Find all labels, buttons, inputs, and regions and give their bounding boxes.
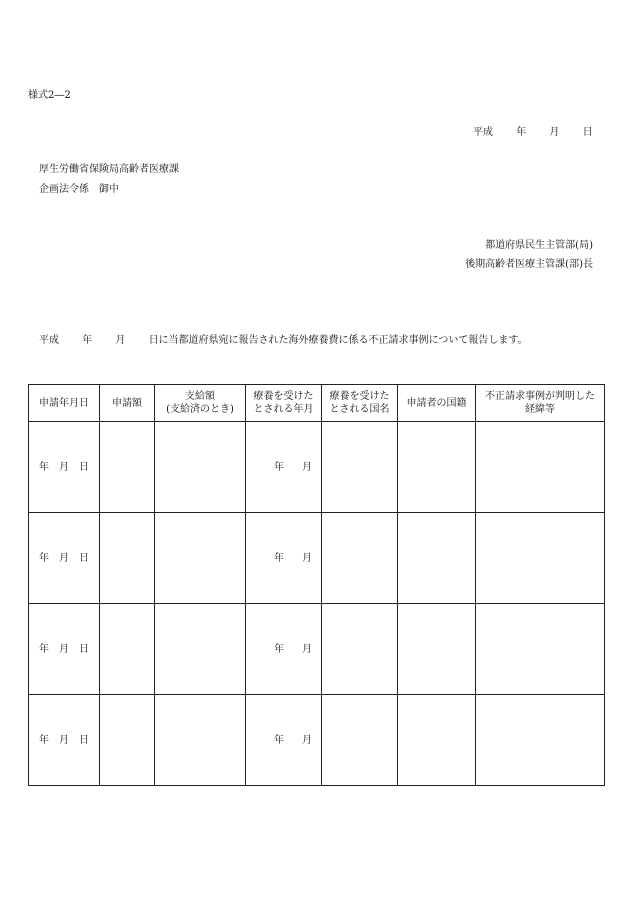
column-header: [322, 385, 398, 422]
addressee-line2: 企画法令係 御中: [39, 184, 119, 195]
table-row: [29, 422, 605, 513]
date-year: 年: [516, 127, 527, 138]
table-cell[interactable]: [322, 604, 398, 695]
table-cell[interactable]: [322, 422, 398, 513]
addressee-line1: 厚生労働省保険局高齢者医療課: [39, 164, 179, 175]
table-cell[interactable]: [246, 422, 322, 513]
body-text: [39, 331, 528, 346]
table-header-row: [29, 385, 605, 422]
date-unit: 年: [39, 552, 49, 564]
column-header: [155, 385, 246, 422]
table-cell[interactable]: [398, 422, 476, 513]
table-cell[interactable]: [476, 422, 605, 513]
table-cell[interactable]: [29, 422, 100, 513]
month-unit: 月: [302, 734, 312, 746]
table-cell[interactable]: [398, 604, 476, 695]
date-day: 日: [582, 127, 593, 138]
form-number: 様式2―2: [28, 90, 71, 101]
header-line: 申請者の国籍: [406, 397, 467, 409]
date-month: 月: [549, 127, 560, 138]
date-unit: 年: [39, 461, 49, 473]
table-cell[interactable]: [155, 604, 246, 695]
header-line: とされる国名: [329, 404, 390, 415]
table-cell[interactable]: [29, 604, 100, 695]
body-era: 平成: [39, 335, 59, 346]
month-unit: 月: [302, 552, 312, 564]
date-unit: 月: [59, 552, 69, 564]
table-cell[interactable]: [100, 604, 155, 695]
header-line: 療養を受けた: [329, 391, 390, 402]
month-unit: 年: [274, 734, 284, 746]
month-unit: 年: [274, 461, 284, 473]
table-cell[interactable]: [398, 695, 476, 786]
header-line: 不正請求事例が判明した: [485, 391, 595, 402]
table-row: [29, 695, 605, 786]
column-header: [476, 385, 605, 422]
date-unit: 日: [79, 643, 89, 655]
date-unit: 年: [39, 734, 49, 746]
column-header: [29, 385, 100, 422]
report-table: [28, 384, 605, 786]
month-unit: 月: [302, 643, 312, 655]
table-cell[interactable]: [29, 513, 100, 604]
header-line: 経緯等: [525, 404, 555, 415]
table-cell[interactable]: [398, 513, 476, 604]
month-unit: 年: [274, 643, 284, 655]
date-line: [473, 123, 593, 138]
date-unit: 日: [79, 461, 89, 473]
date-unit: 月: [59, 643, 69, 655]
table-cell[interactable]: [322, 695, 398, 786]
table-row: [29, 604, 605, 695]
header-line: とされる年月: [253, 404, 314, 415]
table-cell[interactable]: [476, 513, 605, 604]
date-era: 平成: [473, 127, 493, 138]
table-cell[interactable]: [476, 695, 605, 786]
sender-line1: 都道府県民生主管部(局): [485, 240, 593, 251]
table-cell[interactable]: [100, 422, 155, 513]
column-header: [246, 385, 322, 422]
date-unit: 日: [79, 734, 89, 746]
table-row: [29, 513, 605, 604]
table-cell[interactable]: [476, 604, 605, 695]
table-cell[interactable]: [100, 513, 155, 604]
table-cell[interactable]: [155, 422, 246, 513]
table-cell[interactable]: [246, 695, 322, 786]
table-cell[interactable]: [29, 695, 100, 786]
column-header: [398, 385, 476, 422]
table-cell[interactable]: [155, 695, 246, 786]
header-line: 申請額: [112, 397, 142, 409]
date-unit: 月: [59, 461, 69, 473]
date-unit: 年: [39, 643, 49, 655]
table-cell[interactable]: [100, 695, 155, 786]
date-unit: 日: [79, 552, 89, 564]
month-unit: 年: [274, 552, 284, 564]
date-unit: 月: [59, 734, 69, 746]
table-cell[interactable]: [155, 513, 246, 604]
body-rest: 日に当都道府県宛に報告された海外療養費に係る不正請求事例について報告します。: [148, 335, 528, 346]
body-month: 月: [115, 335, 126, 346]
body-year: 年: [82, 335, 93, 346]
table-cell[interactable]: [322, 513, 398, 604]
header-line: 支給額: [185, 391, 215, 402]
table-cell[interactable]: [246, 604, 322, 695]
column-header: [100, 385, 155, 422]
header-line: (支給済のとき): [166, 404, 234, 415]
header-line: 療養を受けた: [253, 391, 314, 402]
month-unit: 月: [302, 461, 312, 473]
sender-line2: 後期高齢者医療主管課(部)長: [465, 259, 593, 270]
table-cell[interactable]: [246, 513, 322, 604]
header-line: 申請年月日: [39, 397, 89, 409]
